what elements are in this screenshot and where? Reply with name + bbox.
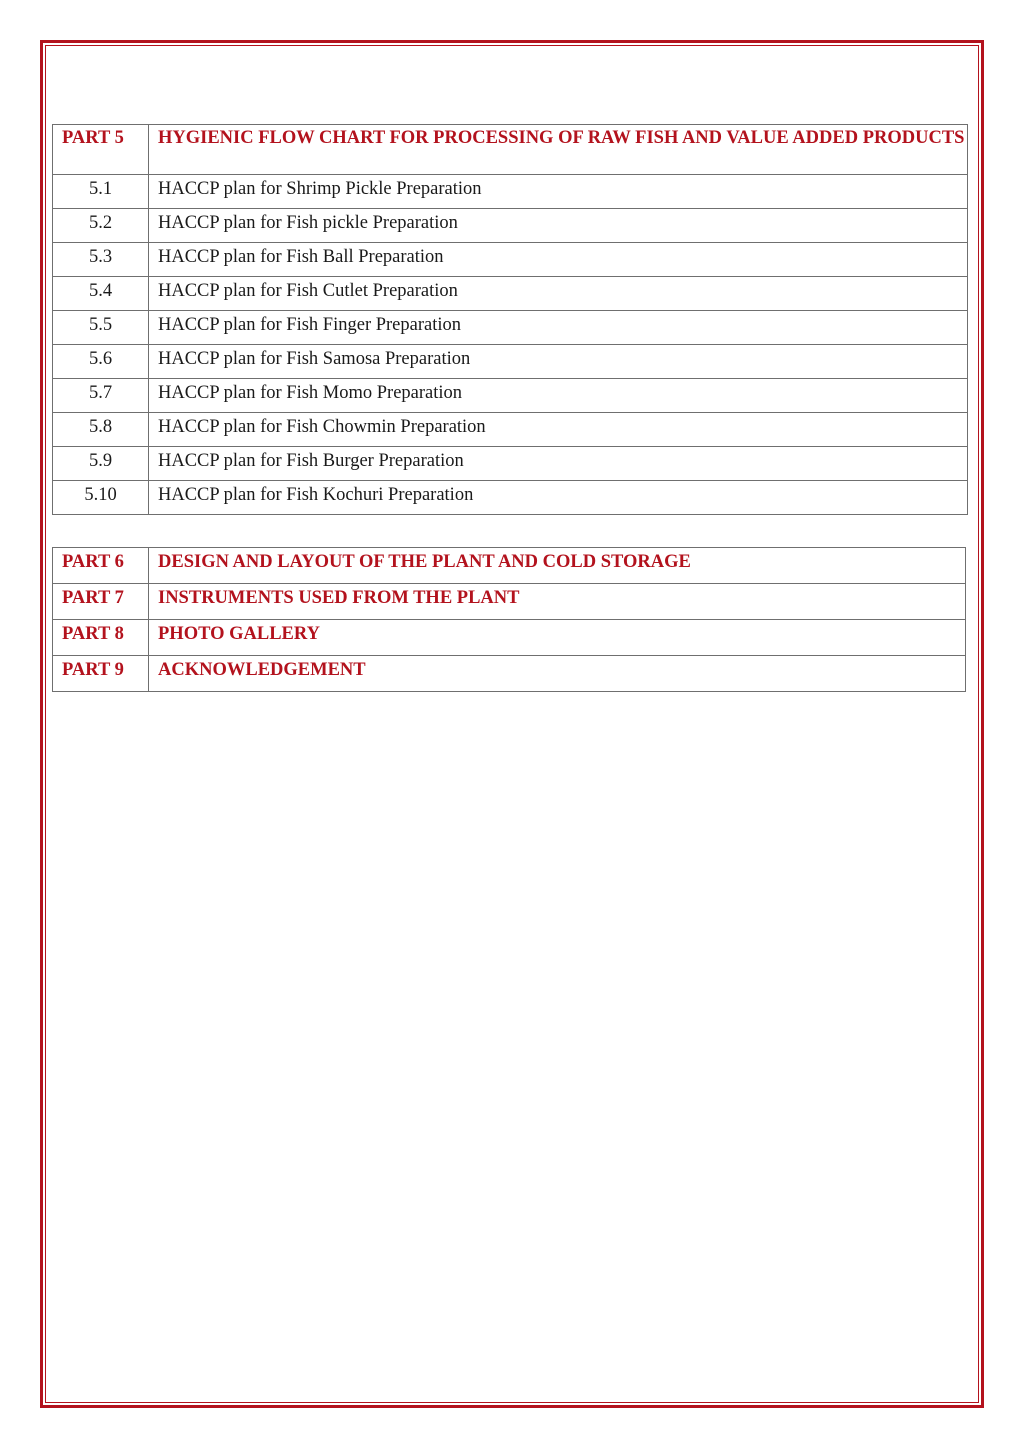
section-title: HACCP plan for Fish Ball Preparation — [149, 243, 968, 277]
part-title: DESIGN AND LAYOUT OF THE PLANT AND COLD STORAGE — [149, 548, 966, 584]
section-title: HACCP plan for Shrimp Pickle Preparation — [149, 175, 968, 209]
toc-table-part5 — [52, 124, 968, 515]
toc-row-item — [53, 379, 968, 413]
section-title: HACCP plan for Fish Samosa Preparation — [149, 345, 968, 379]
part-label: PART 7 — [53, 584, 149, 620]
section-number: 5.2 — [53, 209, 149, 243]
toc-row-item — [53, 413, 968, 447]
section-number: 5.1 — [53, 175, 149, 209]
toc-row-item — [53, 209, 968, 243]
toc-row-part8 — [53, 620, 966, 656]
section-number: 5.10 — [53, 481, 149, 515]
section-number: 5.3 — [53, 243, 149, 277]
part-title: PHOTO GALLERY — [149, 620, 966, 656]
part-label: PART 8 — [53, 620, 149, 656]
part-title: ACKNOWLEDGEMENT — [149, 656, 966, 692]
toc-row-part9 — [53, 656, 966, 692]
toc-row-part6 — [53, 548, 966, 584]
section-title: HACCP plan for Fish Chowmin Preparation — [149, 413, 968, 447]
toc-row-part5 — [53, 125, 968, 175]
toc-table-parts — [52, 547, 966, 692]
toc-row-item — [53, 277, 968, 311]
part-label: PART 6 — [53, 548, 149, 584]
part-label: PART 9 — [53, 656, 149, 692]
toc-row-item — [53, 311, 968, 345]
section-number: 5.5 — [53, 311, 149, 345]
section-number: 5.7 — [53, 379, 149, 413]
toc-row-item — [53, 243, 968, 277]
toc-row-part7 — [53, 584, 966, 620]
section-title: HACCP plan for Fish Cutlet Preparation — [149, 277, 968, 311]
toc-row-item — [53, 447, 968, 481]
section-number: 5.4 — [53, 277, 149, 311]
section-title: HACCP plan for Fish Kochuri Preparation — [149, 481, 968, 515]
toc-row-item — [53, 481, 968, 515]
part-label: PART 5 — [53, 125, 149, 175]
section-number: 5.8 — [53, 413, 149, 447]
part-title: INSTRUMENTS USED FROM THE PLANT — [149, 584, 966, 620]
section-title: HACCP plan for Fish Finger Preparation — [149, 311, 968, 345]
section-title: HACCP plan for Fish Burger Preparation — [149, 447, 968, 481]
section-number: 5.6 — [53, 345, 149, 379]
section-title: HACCP plan for Fish pickle Preparation — [149, 209, 968, 243]
toc-row-item — [53, 175, 968, 209]
section-title: HACCP plan for Fish Momo Preparation — [149, 379, 968, 413]
section-number: 5.9 — [53, 447, 149, 481]
toc-row-item — [53, 345, 968, 379]
part-title: HYGIENIC FLOW CHART FOR PROCESSING OF RAW FISH AND VALUE ADDED PRODUCTS — [149, 125, 968, 175]
